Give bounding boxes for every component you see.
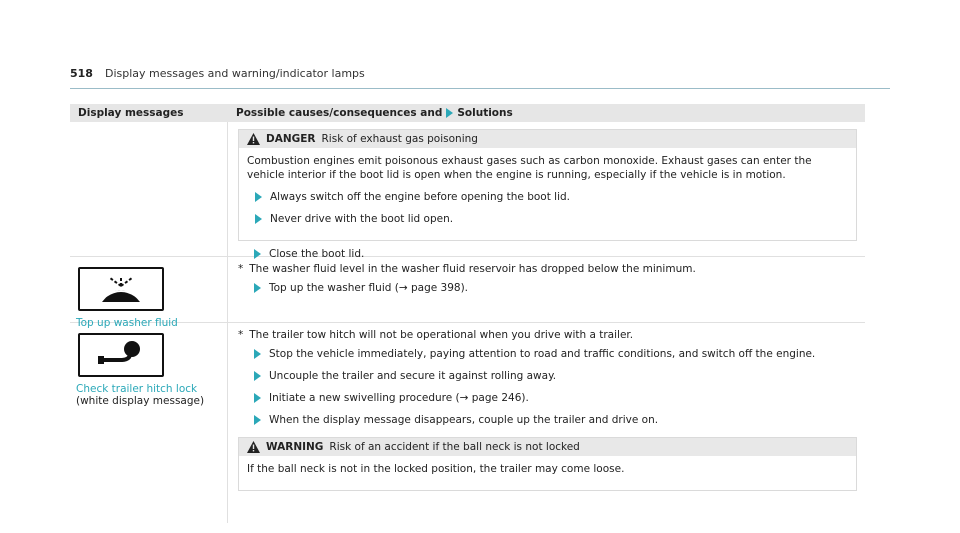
- list-item: Close the boot lid.: [254, 247, 857, 261]
- display-messages-table: [70, 104, 865, 475]
- display-message-cell: [70, 257, 228, 329]
- list-item: Stop the vehicle immediately, paying attention to road and traffic conditions, and switch off the engine.: [254, 347, 857, 361]
- danger-label: DANGER: [266, 133, 316, 145]
- message-sublabel: (white display message): [76, 395, 205, 407]
- list-item: Top up the washer fluid (→ page 398).: [254, 281, 857, 295]
- list-item: Uncouple the trailer and secure it against rolling away.: [254, 369, 857, 383]
- bullet-arrow-icon: [255, 214, 262, 224]
- bullet-arrow-icon: [254, 349, 261, 359]
- warning-triangle-icon: [247, 441, 260, 453]
- page-title: Display messages and warning/indicator lamps: [104, 67, 365, 80]
- danger-box: [238, 129, 857, 241]
- danger-title: Risk of exhaust gas poisoning: [321, 133, 478, 145]
- cause-text: The trailer tow hitch will not be operational when you drive with a trailer.: [249, 329, 634, 341]
- trailer-hitch-icon: [78, 333, 164, 377]
- table-row: [70, 323, 865, 523]
- column-header-causes: Possible causes/consequences and Solutions: [236, 107, 513, 119]
- danger-text: Combustion engines emit poisonous exhaust gases such as carbon monoxide. Exhaust gases can enter the vehicle interior if the boot lid is open when the engine is running, especially if the vehicle is in motion.: [247, 155, 812, 181]
- warning-title: Risk of an accident if the ball neck is not locked: [329, 441, 580, 453]
- message-label-washer: Top up washer fluid: [76, 317, 178, 329]
- warning-box: [238, 437, 857, 491]
- page-number: 518: [70, 67, 93, 80]
- bullet-arrow-icon: [254, 393, 261, 403]
- column-header-display-messages: Display messages: [78, 107, 184, 119]
- washer-fluid-icon: [78, 267, 164, 311]
- list-item: Always switch off the engine before opening the boot lid.: [255, 190, 848, 204]
- bullet-arrow-icon: [255, 192, 262, 202]
- solution-arrow-icon: [446, 108, 453, 118]
- list-item: When the display message disappears, couple up the trailer and drive on.: [254, 413, 857, 427]
- message-label-trailer: Check trailer hitch lock: [76, 383, 198, 395]
- bullet-arrow-icon: [254, 371, 261, 381]
- warning-label: WARNING: [266, 441, 324, 453]
- warning-triangle-icon: [247, 133, 260, 145]
- display-message-cell: [70, 122, 228, 256]
- danger-heading: [239, 130, 856, 148]
- page-header: [70, 67, 890, 89]
- bullet-arrow-icon: [254, 415, 261, 425]
- list-item: Never drive with the boot lid open.: [255, 212, 848, 226]
- causes-cell: * The washer fluid level in the washer fluid reservoir has dropped below the minimum. Top up the washer fluid (→ page 398).: [228, 257, 865, 322]
- table-row: [70, 122, 865, 260]
- causes-cell: [228, 122, 865, 260]
- table-row: [70, 257, 865, 329]
- list-item: Initiate a new swivelling procedure (→ page 246).: [254, 391, 857, 405]
- warning-heading: [239, 438, 856, 456]
- display-message-cell: [70, 323, 228, 523]
- warning-text: If the ball neck is not in the locked position, the trailer may come loose.: [247, 463, 625, 475]
- causes-cell: * The trailer tow hitch will not be operational when you drive with a trailer. Stop the vehicle immediately, paying attention to road and traffic conditions, and switch off the engine. Uncouple the trailer and secure it against rolling away. Initiate a new swivelling procedure (→ page 246). When the display message disappears, couple up the trailer and drive on. WARNING Risk of an accident if the ball neck is not locked If the ball neck is not in the locked position, the trailer may come loose.: [228, 323, 865, 523]
- table-header: [70, 104, 865, 122]
- bullet-arrow-icon: [254, 283, 261, 293]
- cause-text: The washer fluid level in the washer fluid reservoir has dropped below the minimum.: [249, 263, 696, 275]
